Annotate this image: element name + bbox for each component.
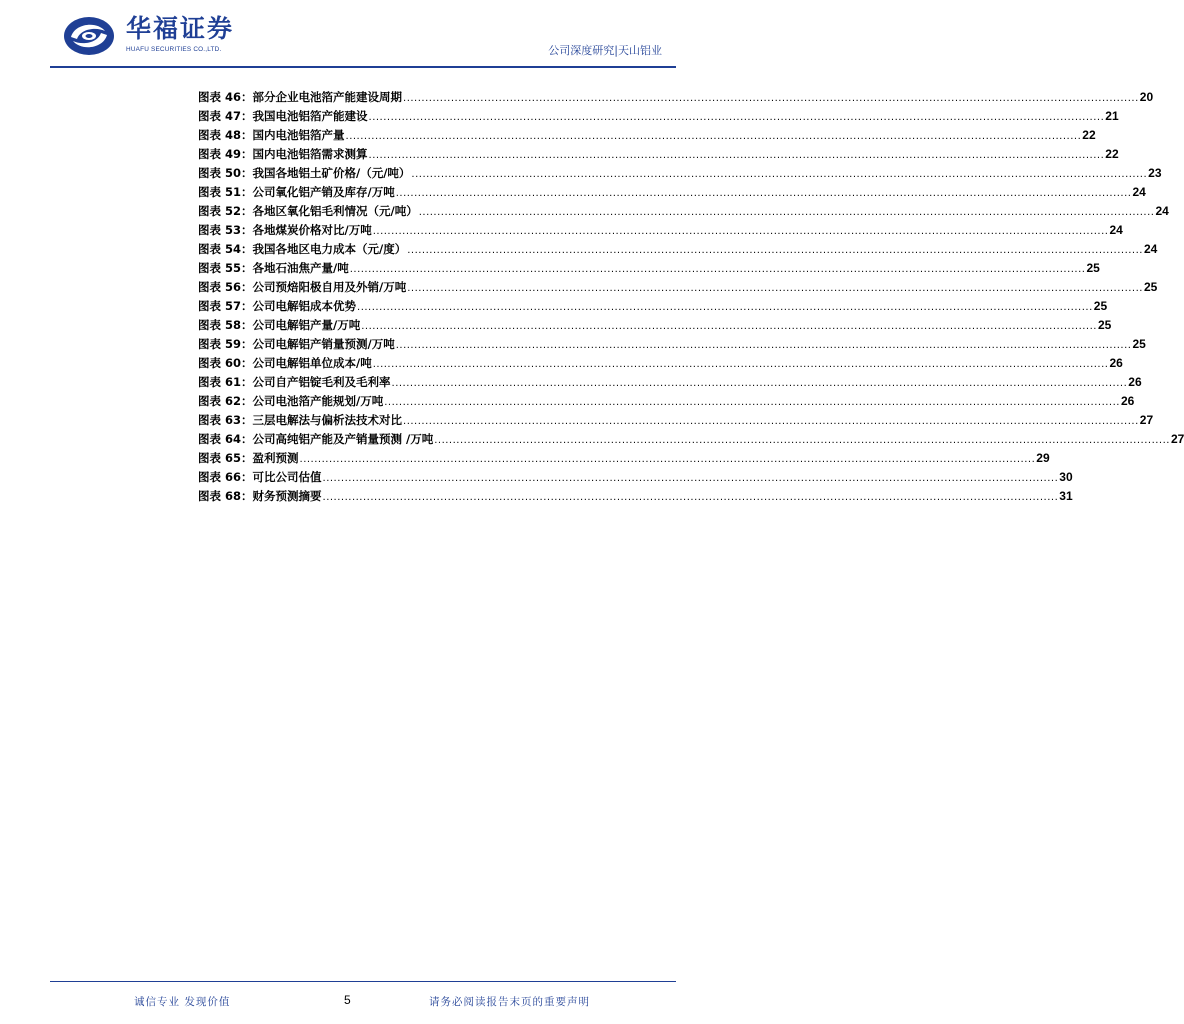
toc-leader-dots: ........................................................................................................................................................................................................ bbox=[372, 226, 1109, 237]
toc-leader-dots: ........................................................................................................................................................................................................ bbox=[345, 131, 1082, 142]
toc-entry[interactable] bbox=[198, 145, 1119, 164]
toc-entry-label: 图表 54：我国各地区电力成本（元/度） bbox=[198, 242, 407, 256]
toc-entry[interactable] bbox=[198, 468, 1073, 487]
toc-entry-page: 25 bbox=[1143, 280, 1158, 294]
toc-entry-label: 图表 49：国内电池铝箔需求测算 bbox=[198, 147, 368, 161]
toc-entry-page: 25 bbox=[1086, 261, 1100, 275]
toc-leader-dots: ........................................................................................................................................................................................................ bbox=[299, 454, 1036, 465]
toc-entry[interactable] bbox=[198, 88, 1154, 107]
toc-entry-label: 图表 57：公司电解铝成本优势 bbox=[198, 299, 357, 313]
toc-entry[interactable] bbox=[198, 221, 1123, 240]
footer-divider bbox=[50, 981, 676, 982]
toc-entry-page: 22 bbox=[1082, 128, 1096, 142]
toc-entry[interactable] bbox=[198, 449, 1050, 468]
toc-entry-label: 图表 55：各地石油焦产量/吨 bbox=[198, 261, 349, 275]
toc-entry-label: 图表 59：公司电解铝产销量预测/万吨 bbox=[198, 337, 395, 351]
toc-entry-label: 图表 52：各地区氧化铝毛利情况（元/吨） bbox=[198, 204, 418, 218]
toc-leader-dots: ........................................................................................................................................................................................................ bbox=[391, 378, 1128, 389]
toc-entry[interactable] bbox=[198, 430, 1184, 449]
toc-leader-dots: ........................................................................................................................................................................................................ bbox=[418, 207, 1155, 218]
toc-entry-page: 22 bbox=[1105, 147, 1119, 161]
toc-entry[interactable] bbox=[198, 316, 1112, 335]
toc-leader-dots: ........................................................................................................................................................................................................ bbox=[407, 245, 1143, 256]
toc-entry-label: 图表 50：我国各地铝土矿价格/（元/吨） bbox=[198, 166, 411, 180]
report-type-label: 公司深度研究|天山铝业 bbox=[548, 44, 662, 57]
toc-entry-label: 图表 64：公司高纯铝产能及产销量预测 /万吨 bbox=[198, 432, 434, 446]
huafu-logo-icon bbox=[63, 15, 115, 57]
toc-entry-page: 26 bbox=[1128, 375, 1142, 389]
toc-entry-page: 24 bbox=[1155, 204, 1169, 218]
toc-leader-dots: ........................................................................................................................................................................................................ bbox=[411, 169, 1148, 180]
toc-entry[interactable] bbox=[198, 297, 1108, 316]
toc-entry[interactable] bbox=[198, 259, 1100, 278]
toc-entry-label: 图表 63：三层电解法与偏析法技术对比 bbox=[198, 413, 403, 427]
toc-entry[interactable] bbox=[198, 240, 1158, 259]
page-header bbox=[0, 0, 724, 70]
table-of-figures bbox=[198, 88, 1184, 506]
toc-leader-dots: ........................................................................................................................................................................................................ bbox=[368, 150, 1105, 161]
toc-entry-label: 图表 58：公司电解铝产量/万吨 bbox=[198, 318, 361, 332]
toc-leader-dots: ........................................................................................................................................................................................................ bbox=[403, 416, 1139, 427]
toc-entry-page: 25 bbox=[1097, 318, 1112, 332]
toc-leader-dots: ........................................................................................................................................................................................................ bbox=[407, 283, 1143, 294]
toc-entry-page: 27 bbox=[1170, 432, 1184, 446]
toc-entry-label: 图表 51：公司氧化铝产销及库存/万吨 bbox=[198, 185, 395, 199]
toc-entry-label: 图表 53：各地煤炭价格对比/万吨 bbox=[198, 223, 372, 237]
toc-leader-dots: ........................................................................................................................................................................................................ bbox=[384, 397, 1120, 408]
toc-entry[interactable] bbox=[198, 373, 1142, 392]
toc-entry[interactable] bbox=[198, 278, 1158, 297]
toc-entry[interactable] bbox=[198, 392, 1135, 411]
toc-leader-dots: ........................................................................................................................................................................................................ bbox=[372, 359, 1109, 370]
toc-entry-page: 24 bbox=[1109, 223, 1123, 237]
toc-entry-page: 30 bbox=[1059, 470, 1073, 484]
toc-entry[interactable] bbox=[198, 487, 1073, 506]
toc-entry-page: 20 bbox=[1139, 90, 1154, 104]
toc-entry-label: 图表 68：财务预测摘要 bbox=[198, 489, 322, 503]
toc-leader-dots: ........................................................................................................................................................................................................ bbox=[322, 492, 1059, 503]
toc-entry[interactable] bbox=[198, 202, 1169, 221]
toc-entry-label: 图表 62：公司电池箔产能规划/万吨 bbox=[198, 394, 384, 408]
toc-entry[interactable] bbox=[198, 126, 1096, 145]
header-divider bbox=[50, 66, 676, 68]
toc-entry-page: 24 bbox=[1143, 242, 1158, 256]
toc-entry-page: 31 bbox=[1059, 489, 1073, 503]
toc-entry-label: 图表 46：部分企业电池箔产能建设周期 bbox=[198, 90, 403, 104]
company-logo-text: 华福证券 bbox=[126, 14, 235, 43]
toc-entry[interactable] bbox=[198, 107, 1119, 126]
company-logo-english: HUAFU SECURITIES CO.,LTD. bbox=[126, 46, 222, 53]
page-number: 5 bbox=[344, 993, 351, 1007]
toc-entry-page: 26 bbox=[1109, 356, 1123, 370]
toc-leader-dots: ........................................................................................................................................................................................................ bbox=[395, 188, 1132, 199]
toc-leader-dots: ........................................................................................................................................................................................................ bbox=[322, 473, 1059, 484]
toc-leader-dots: ........................................................................................................................................................................................................ bbox=[395, 340, 1132, 351]
toc-entry-page: 24 bbox=[1132, 185, 1146, 199]
toc-entry[interactable] bbox=[198, 411, 1154, 430]
toc-entry-page: 25 bbox=[1093, 299, 1108, 313]
toc-entry-page: 23 bbox=[1148, 166, 1162, 180]
toc-entry-label: 图表 56：公司预焙阳极自用及外销/万吨 bbox=[198, 280, 407, 294]
toc-entry[interactable] bbox=[198, 183, 1146, 202]
toc-entry-page: 27 bbox=[1139, 413, 1154, 427]
toc-entry-label: 图表 65：盈利预测 bbox=[198, 451, 299, 465]
toc-entry-page: 25 bbox=[1132, 337, 1146, 351]
toc-entry[interactable] bbox=[198, 354, 1123, 373]
toc-entry-label: 图表 61：公司自产铝锭毛利及毛利率 bbox=[198, 375, 391, 389]
footer-slogan: 诚信专业 发现价值 bbox=[134, 996, 231, 1008]
toc-entry[interactable] bbox=[198, 335, 1146, 354]
footer-disclaimer: 请务必阅读报告末页的重要声明 bbox=[429, 996, 590, 1008]
toc-leader-dots: ........................................................................................................................................................................................................ bbox=[357, 302, 1093, 313]
toc-entry-label: 图表 66：可比公司估值 bbox=[198, 470, 322, 484]
toc-leader-dots: ........................................................................................................................................................................................................ bbox=[434, 435, 1170, 446]
toc-entry-page: 29 bbox=[1036, 451, 1050, 465]
toc-leader-dots: ........................................................................................................................................................................................................ bbox=[403, 93, 1139, 104]
toc-entry-page: 26 bbox=[1120, 394, 1135, 408]
toc-entry[interactable] bbox=[198, 164, 1162, 183]
toc-entry-label: 图表 60：公司电解铝单位成本/吨 bbox=[198, 356, 372, 370]
toc-leader-dots: ........................................................................................................................................................................................................ bbox=[361, 321, 1097, 332]
toc-entry-label: 图表 48：国内电池铝箔产量 bbox=[198, 128, 345, 142]
toc-entry-label: 图表 47：我国电池铝箔产能建设 bbox=[198, 109, 368, 123]
toc-leader-dots: ........................................................................................................................................................................................................ bbox=[349, 264, 1086, 275]
toc-entry-page: 21 bbox=[1105, 109, 1119, 123]
toc-leader-dots: ........................................................................................................................................................................................................ bbox=[368, 112, 1105, 123]
